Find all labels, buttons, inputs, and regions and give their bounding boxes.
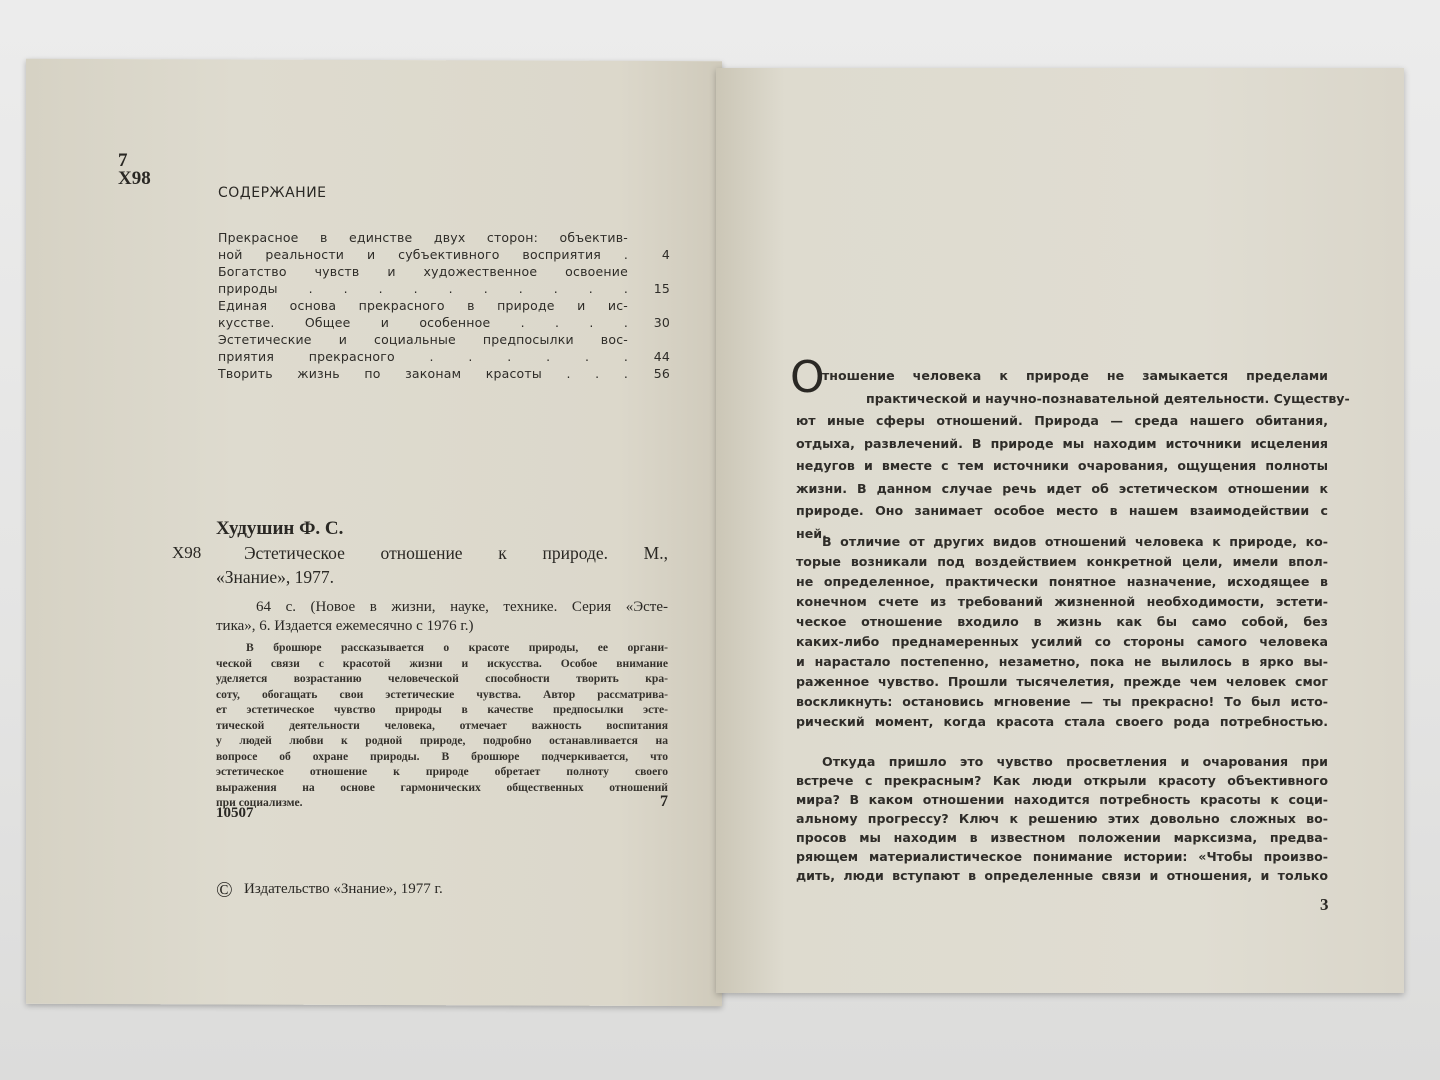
paragraph-line: В отличие от других видов отношений человека к природе, ко- bbox=[822, 534, 1328, 549]
paragraph-line: тношение человека к природе не замыкается пределами bbox=[822, 368, 1328, 383]
paragraph-line: встрече с прекрасным? Как люди открыли красоту объективного bbox=[796, 773, 1328, 788]
toc-line-text: Эстетические и социальные предпосылки вос- bbox=[218, 332, 628, 347]
abstract-line: выражения на основе гармонических общественных отношений bbox=[216, 780, 668, 794]
class-code-top: 7 bbox=[118, 150, 128, 171]
paragraph-line: дить, люди вступают в определенные связи и отношения, и только bbox=[796, 868, 1328, 883]
toc-page-number: 4 bbox=[661, 247, 670, 262]
paragraph-line: раженное чувство. Прошли тысячелетия, прежде чем человек смог bbox=[796, 674, 1328, 689]
abstract-line: ет эстетическое чувство природы в качестве предпосылки эсте- bbox=[216, 703, 668, 716]
toc-line-text: приятия прекрасного . . . . . . bbox=[218, 349, 628, 364]
toc-line-text: Единая основа прекрасного в природе и ис- bbox=[218, 298, 628, 313]
toc-line-text: кусстве. Общее и особенное . . . . bbox=[218, 315, 628, 330]
paragraph-line: природе. Оно занимает особое место в нашем взаимодействии с bbox=[796, 503, 1328, 518]
abstract-line: вопросе об охране природы. В брошюре подчеркивается, что bbox=[216, 749, 668, 763]
abstract-line: В брошюре рассказывается о красоте природы, ее органи- bbox=[246, 641, 668, 654]
paragraph-line: и нарастало постепенно, незаметно, пока не вылилось в ярко вы- bbox=[796, 654, 1328, 669]
abstract-line: у людей любви к родной природе, подробно останавливается на bbox=[216, 734, 668, 747]
paragraph-line: недугов и вместе с тем источники очарования, ощущения полноты bbox=[796, 458, 1328, 473]
toc-line-text: Прекрасное в единстве двух сторон: объектив- bbox=[218, 230, 628, 245]
paragraph-line: торые возникали под воздействием конкретной цели, имели впол- bbox=[796, 554, 1328, 569]
paragraph bbox=[796, 532, 1328, 732]
abstract-line: тической деятельности человека, отмечает важность воспитания bbox=[216, 718, 668, 732]
catalog-code: 7 bbox=[660, 793, 668, 810]
toc-page-number: 30 bbox=[653, 315, 670, 330]
paragraph-line: рический момент, когда красота стала своего рода потребностью. bbox=[796, 714, 1328, 729]
page-number: 3 bbox=[1320, 895, 1329, 914]
abstract-line: соту, обогащать свои эстетические чувства. Автор рассматрива- bbox=[216, 687, 668, 701]
paragraph-line: воскликнуть: остановись мгновение — ты прекрасно! То был исто- bbox=[796, 694, 1328, 709]
book-title-line: «Знание», 1977. bbox=[216, 567, 335, 587]
toc-line-text: природы . . . . . . . . . . bbox=[218, 281, 628, 296]
toc-line-text: Богатство чувств и художественное освоение bbox=[218, 264, 628, 279]
paragraph-line: мира? В каком отношении находится потребность красоты к соци- bbox=[796, 792, 1328, 807]
book-description bbox=[216, 598, 668, 636]
paragraph-line: не определенное, практически понятное назначение, исходящее в bbox=[796, 574, 1328, 589]
abstract bbox=[216, 640, 668, 811]
left-page bbox=[26, 59, 722, 1006]
paragraph-line: жизни. В данном случае речь идет об эстетическом отношении к bbox=[796, 480, 1328, 496]
paragraph-line: ряющем материалистическое понимание истории: «Чтобы произво- bbox=[796, 849, 1328, 864]
paragraph-line: отдыха, развлечений. В природе мы находим источники исцеления bbox=[796, 435, 1328, 451]
paragraph-line: ней. bbox=[796, 525, 827, 541]
class-index-top: Х98 bbox=[118, 168, 151, 189]
toc-page-number: 15 bbox=[653, 281, 670, 296]
paragraph-line: Откуда пришло это чувство просветления и очарования при bbox=[822, 754, 1328, 769]
catalog-number: 10507 bbox=[216, 805, 254, 821]
paragraph-line: альному прогрессу? Ключ к решению этих довольно сложных во- bbox=[796, 811, 1328, 826]
book-title bbox=[216, 541, 668, 589]
abstract-line: при социализме. bbox=[216, 796, 303, 809]
toc-title: СОДЕРЖАНИЕ bbox=[218, 185, 327, 201]
toc-page-number: 44 bbox=[653, 349, 670, 364]
toc-page-number: 56 bbox=[653, 366, 670, 381]
abstract-line: уделяется возрастанию человеческой способности творить кра- bbox=[216, 672, 668, 685]
book-description-line: 64 с. (Новое в жизни, науке, технике. Серия «Эсте- bbox=[256, 599, 668, 615]
paragraph-line: практической и научно-познавательной деятельности. Существу- bbox=[866, 390, 1350, 406]
paragraph bbox=[796, 365, 1350, 545]
paragraph-line: ческое отношение входило в жизнь как бы само собой, без bbox=[796, 614, 1328, 629]
author: Худушин Ф. С. bbox=[216, 518, 344, 539]
book-title-line: Эстетическое отношение к природе. М., bbox=[244, 543, 668, 563]
paragraph-line: каких-либо преднамеренных усилий со стороны самого человека bbox=[796, 634, 1328, 649]
paragraph-line: конечном счете из требований жизненной необходимости, эстети- bbox=[796, 594, 1328, 609]
toc-line-text: ной реальности и субъективного восприятия . bbox=[218, 247, 628, 262]
copyright-icon: © bbox=[216, 877, 233, 902]
abstract-line: эстетическое отношение к природе обретает полноту своего bbox=[216, 765, 668, 778]
toc-line-text: Творить жизнь по законам красоты . . . bbox=[218, 366, 628, 381]
drop-cap: О bbox=[790, 352, 825, 403]
paragraph-line: просов мы находим в известном положении марксизма, предва- bbox=[796, 830, 1328, 845]
book-description-line: тика», 6. Издается ежемесячно с 1976 г.) bbox=[216, 618, 474, 634]
paragraph-line: ют иные сферы отношений. Природа — среда нашего обитания, bbox=[796, 413, 1328, 428]
copyright-text: Издательство «Знание», 1977 г. bbox=[244, 881, 443, 897]
class-index: Х98 bbox=[172, 543, 202, 562]
paragraph bbox=[796, 752, 1328, 885]
abstract-line: ческой связи с красотой жизни и искусства. Особое внимание bbox=[216, 656, 668, 670]
